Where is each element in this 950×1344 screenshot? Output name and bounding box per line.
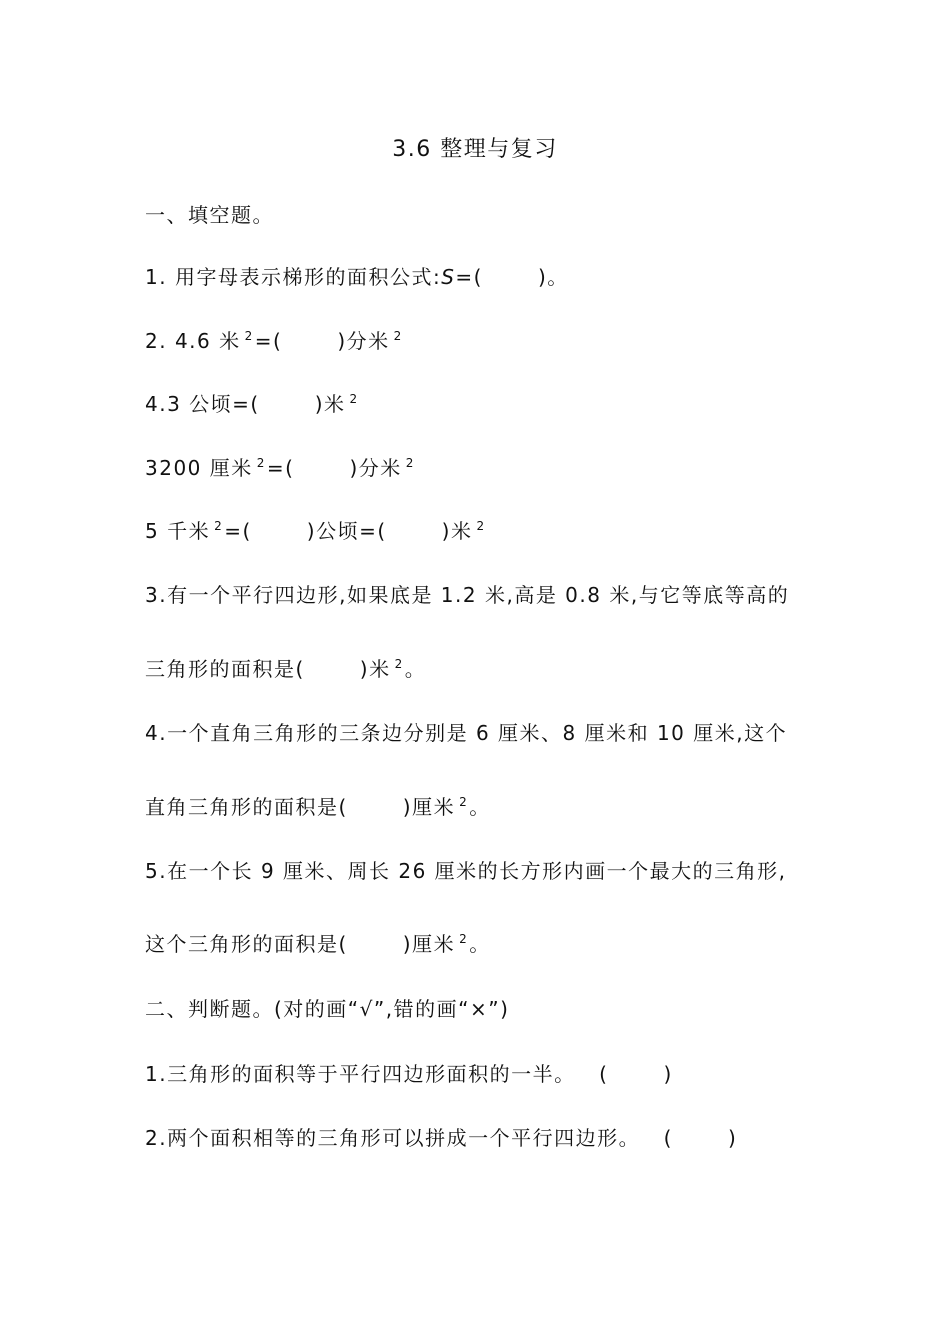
q3-sup: 2: [394, 657, 404, 672]
q1-suffix: =( )。: [455, 265, 569, 289]
q5-sup: 2: [459, 932, 469, 947]
q2d-mid: =( )公顷=( )米: [224, 519, 473, 543]
question-1: [145, 264, 569, 290]
q1-var: S: [441, 265, 456, 289]
judgment-question-1: 1.三角形的面积等于平行四边形面积的一半。 ( ): [145, 1062, 673, 1086]
question-3-line1: 3.有一个平行四边形,如果底是 1.2 米,高是 0.8 米,与它等底等高的: [145, 583, 790, 607]
q2c-sup2: 2: [405, 456, 415, 471]
question-2b: [145, 391, 360, 417]
q1-prefix: 1. 用字母表示梯形的面积公式:: [145, 265, 442, 289]
q2c-mid: =( )分米: [266, 456, 402, 480]
page-title: 3.6 整理与复习: [392, 137, 558, 162]
q2a-text: 2. 4.6 米: [145, 329, 241, 353]
q4-sup: 2: [459, 795, 469, 810]
section-heading-fill-blank: 一、填空题。: [145, 203, 274, 227]
question-5-line1: 5.在一个长 9 厘米、周长 26 厘米的长方形内画一个最大的三角形,: [145, 859, 787, 883]
q5-line2-text: 这个三角形的面积是( )厘米: [145, 932, 456, 956]
q2d-text: 5 千米: [145, 519, 211, 543]
judgment-question-2: 2.两个面积相等的三角形可以拼成一个平行四边形。 ( ): [145, 1126, 738, 1150]
question-4-line2: [145, 794, 491, 820]
q2d-sup2: 2: [476, 519, 486, 534]
q2c-sup1: 2: [256, 456, 266, 471]
q4-line2-text: 直角三角形的面积是( )厘米: [145, 795, 456, 819]
question-2d: [145, 518, 487, 544]
question-5-line2: [145, 931, 491, 957]
q2a-mid: =( )分米: [254, 329, 390, 353]
question-3-line2: [145, 656, 426, 682]
q2b-text: 4.3 公顷=( )米: [145, 392, 346, 416]
question-2c: [145, 455, 416, 481]
q2d-sup1: 2: [214, 519, 224, 534]
section-heading-judgment: 二、判断题。(对的画“√”,错的画“×”): [145, 997, 510, 1021]
q5-end: 。: [469, 932, 491, 956]
question-4-line1: 4.一个直角三角形的三条边分别是 6 厘米、8 厘米和 10 厘米,这个: [145, 721, 788, 745]
q4-end: 。: [469, 795, 491, 819]
q3-line2-text: 三角形的面积是( )米: [145, 657, 391, 681]
q2a-sup1: 2: [244, 329, 254, 344]
q2a-sup2: 2: [393, 329, 403, 344]
q3-end: 。: [404, 657, 427, 681]
q2c-text: 3200 厘米: [145, 456, 253, 480]
q2b-sup: 2: [349, 392, 359, 407]
question-2a: [145, 328, 404, 354]
